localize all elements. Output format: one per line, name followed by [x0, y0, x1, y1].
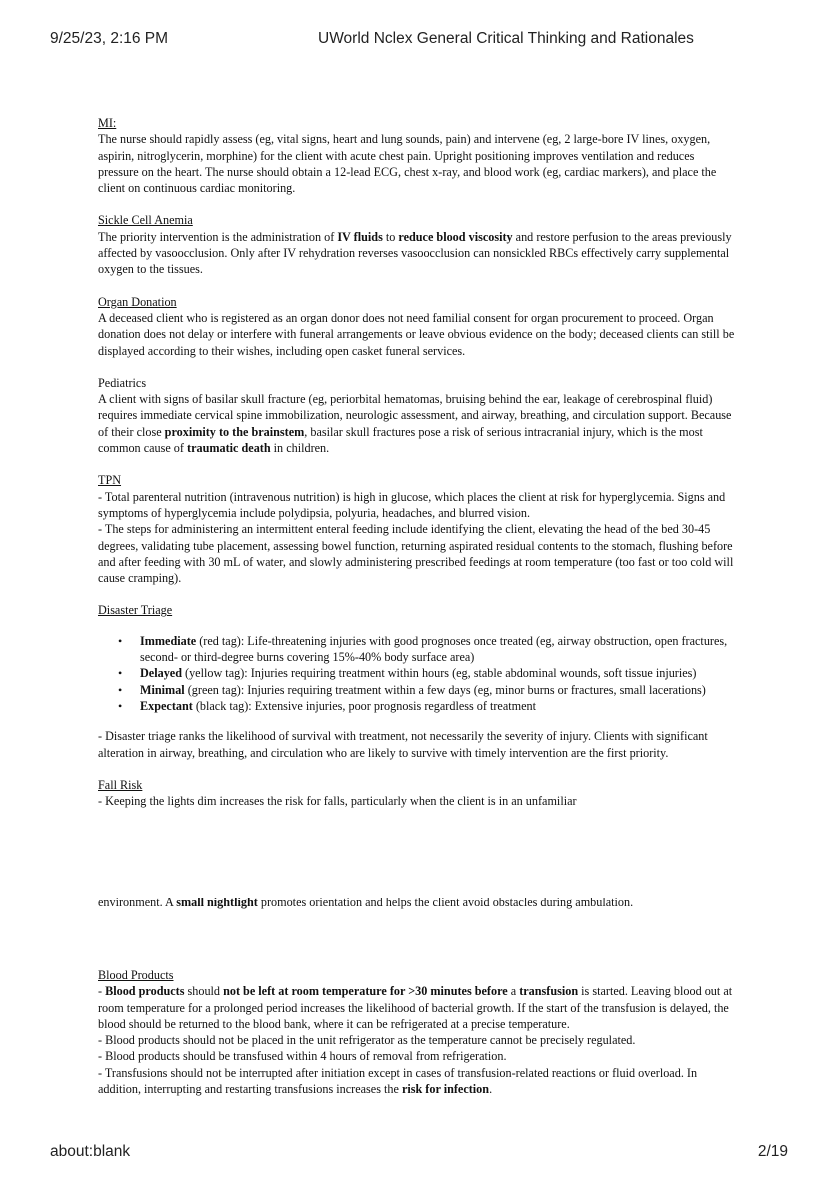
bullet-icon: •: [118, 633, 123, 648]
blood-products-paragraph-1: [98, 983, 738, 1032]
page-break-cut-line: [98, 898, 738, 910]
fall-risk-cut-text: [98, 898, 738, 910]
print-page-number: 2/19: [757, 1143, 788, 1160]
text-run: -: [98, 984, 106, 999]
list-item: [118, 633, 738, 666]
triage-category: Delayed: [140, 666, 182, 681]
bold-text-room-temperature: not be left at room temperature for >30 minutes before: [223, 984, 508, 999]
print-page-title: UWorld Nclex General Critical Thinking and Rationales: [318, 30, 694, 47]
section-sickle-cell: [98, 212, 738, 277]
section-heading-sickle-cell: Sickle Cell Anemia: [98, 213, 193, 228]
mi-paragraph: The nurse should rapidly assess (eg, vital signs, heart and lung sounds, pain) and intervene (eg, 2 large-bore IV lines, oxygen, aspirin, nitroglycerin, morphine) for the client with acute chest pain. Upright positioning improves ventilation and reduces pressure on the heart. The nurse should obtain a 12-lead ECG, chest x-ray, and blood work (eg, cardiac markers), and place the client on continuous cardiac monitoring.: [98, 132, 717, 196]
triage-category: Immediate: [140, 633, 197, 648]
print-url: about:blank: [50, 1143, 131, 1160]
section-blood-products: [98, 967, 738, 1097]
document-body: [98, 115, 738, 809]
bold-text-iv-fluids: IV fluids: [337, 229, 383, 244]
section-heading-tpn: TPN: [98, 473, 122, 488]
bold-text-traumatic-death: traumatic death: [187, 441, 271, 456]
bullet-icon: •: [118, 682, 123, 697]
bold-text-risk-infection: risk for infection: [401, 1082, 490, 1097]
section-heading-organ-donation: Organ Donation: [98, 294, 177, 309]
text-run: promotes orientation and helps the client avoid obstacles during ambulation.: [257, 898, 634, 909]
text-run: , basilar skull fractures pose a risk of serious intracranial injury, which is the most common cause of: [98, 424, 703, 456]
print-datetime: 9/25/23, 2:16 PM: [50, 30, 169, 47]
organ-donation-paragraph: A deceased client who is registered as an organ donor does not need familial consent for organ procurement to proceed. Organ donation does not delay or interfere with funeral arrangements or leave obvious evidence on the body; deceased clients can still be displayed according to their wishes, including open casket funeral services.: [98, 310, 735, 358]
tpn-paragraph-2: - The steps for administering an intermittent enteral feeding include identifying the client, elevating the head of the bed 30-45 degrees, validating tube placement, assessing bowel function, returning aspirated residual contents to the stomach, flushing before and after feeding with 30 mL of water, and slowly administering prescribed feedings at room temperature (too fast or too cold will cause cramping).: [98, 522, 734, 586]
bullet-icon: •: [118, 698, 123, 713]
text-run: - Transfusions should not be interrupted after initiation except in cases of transfusion-related reactions or fluid overload. In addition, interrupting and restarting transfusions increases the: [98, 1065, 698, 1097]
section-tpn: [98, 472, 738, 586]
tpn-paragraph-1: - Total parenteral nutrition (intravenous nutrition) is high in glucose, which places the client at risk for hyperglycemia. Signs and symptoms of hyperglycemia include polydipsia, polyuria, headaches, and blurred vision.: [98, 489, 726, 520]
blood-products-paragraph-4: [98, 1065, 738, 1098]
section-heading-fall-risk: Fall Risk: [98, 777, 143, 792]
triage-list: [98, 633, 738, 714]
triage-category: Expectant: [140, 698, 193, 713]
text-run: .: [489, 1082, 493, 1097]
text-run: and restore perfusion to the areas previously affected by vasoocclusion. Only after IV rehydration reverses vasoocclusion can nonsickled RBCs effectively carry supplemental oxygen to the tissues.: [98, 229, 732, 277]
text-run: in children.: [270, 441, 330, 456]
section-heading-pediatrics: Pediatrics: [98, 375, 147, 390]
bold-text-brainstem: proximity to the brainstem: [164, 424, 305, 439]
text-run: environment. A: [98, 898, 177, 909]
section-fall-risk: [98, 777, 738, 810]
text-run: The priority intervention is the administration of: [98, 229, 338, 244]
bold-text-blood-products: Blood products: [105, 984, 185, 999]
text-run: A client with signs of basilar skull fracture (eg, periorbital hematomas, bruising behind the ear, leakage of cerebrospinal fluid) requires immediate cervical spine immobilization, neurologic assessment, and airway, breathing, and circulation support. Because of their close: [98, 392, 732, 439]
text-run: should: [184, 984, 224, 999]
text-run: to: [382, 229, 399, 244]
section-heading-blood-products: Blood Products: [98, 968, 174, 982]
blood-products-paragraph-3: - Blood products should be transfused within 4 hours of removal from refrigeration.: [98, 1049, 507, 1064]
text-run: a: [507, 984, 520, 999]
list-item: [118, 665, 738, 681]
blood-products-paragraph-2: - Blood products should not be placed in the unit refrigerator as the temperature cannot be precisely regulated.: [98, 1033, 636, 1048]
section-pediatrics: [98, 375, 738, 456]
triage-paragraph: - Disaster triage ranks the likelihood of survival with treatment, not necessarily the severity of injury. Clients with significant alteration in airway, breathing, and circulation who are likely to survive with timely intervention are the first priority.: [98, 729, 708, 760]
fall-risk-paragraph: - Keeping the lights dim increases the risk for falls, particularly when the client is in an unfamiliar: [98, 794, 577, 809]
list-item: [118, 682, 738, 698]
section-heading-disaster-triage: Disaster Triage: [98, 603, 173, 618]
triage-description: (green tag): Injuries requiring treatment within a few days (eg, minor burns or fractures, small lacerations): [184, 682, 706, 697]
text-run: is started. Leaving blood out at room temperature for a prolonged period increases the likelihood of bacterial growth. If the start of the transfusion is delayed, the blood should be returned to the blood bank, where it can be refrigerated at a precise temperature.: [98, 984, 733, 1031]
bullet-icon: •: [118, 666, 123, 681]
list-item: [118, 698, 738, 714]
section-heading-mi: MI:: [98, 116, 117, 130]
triage-description: (red tag): Life-threatening injuries with good prognoses once treated (eg, airway obstruction, open fractures, second- or third-degree burns covering 15%-40% body surface area): [140, 633, 728, 665]
bold-text-reduce-viscosity: reduce blood viscosity: [398, 229, 513, 244]
triage-description: (yellow tag): Injuries requiring treatment within hours (eg, stable abdominal wounds, soft tissue injuries): [181, 666, 697, 681]
triage-description: (black tag): Extensive injuries, poor prognosis regardless of treatment: [192, 698, 536, 713]
section-mi: [98, 115, 738, 196]
pediatrics-paragraph: [98, 391, 738, 456]
triage-category: Minimal: [140, 682, 185, 697]
document-body-continued: [98, 967, 738, 1097]
sickle-cell-paragraph: [98, 229, 738, 278]
section-disaster-triage: [98, 602, 738, 760]
section-organ-donation: [98, 294, 738, 359]
bold-text-nightlight: small nightlight: [176, 898, 258, 909]
bold-text-transfusion: transfusion: [519, 984, 579, 999]
